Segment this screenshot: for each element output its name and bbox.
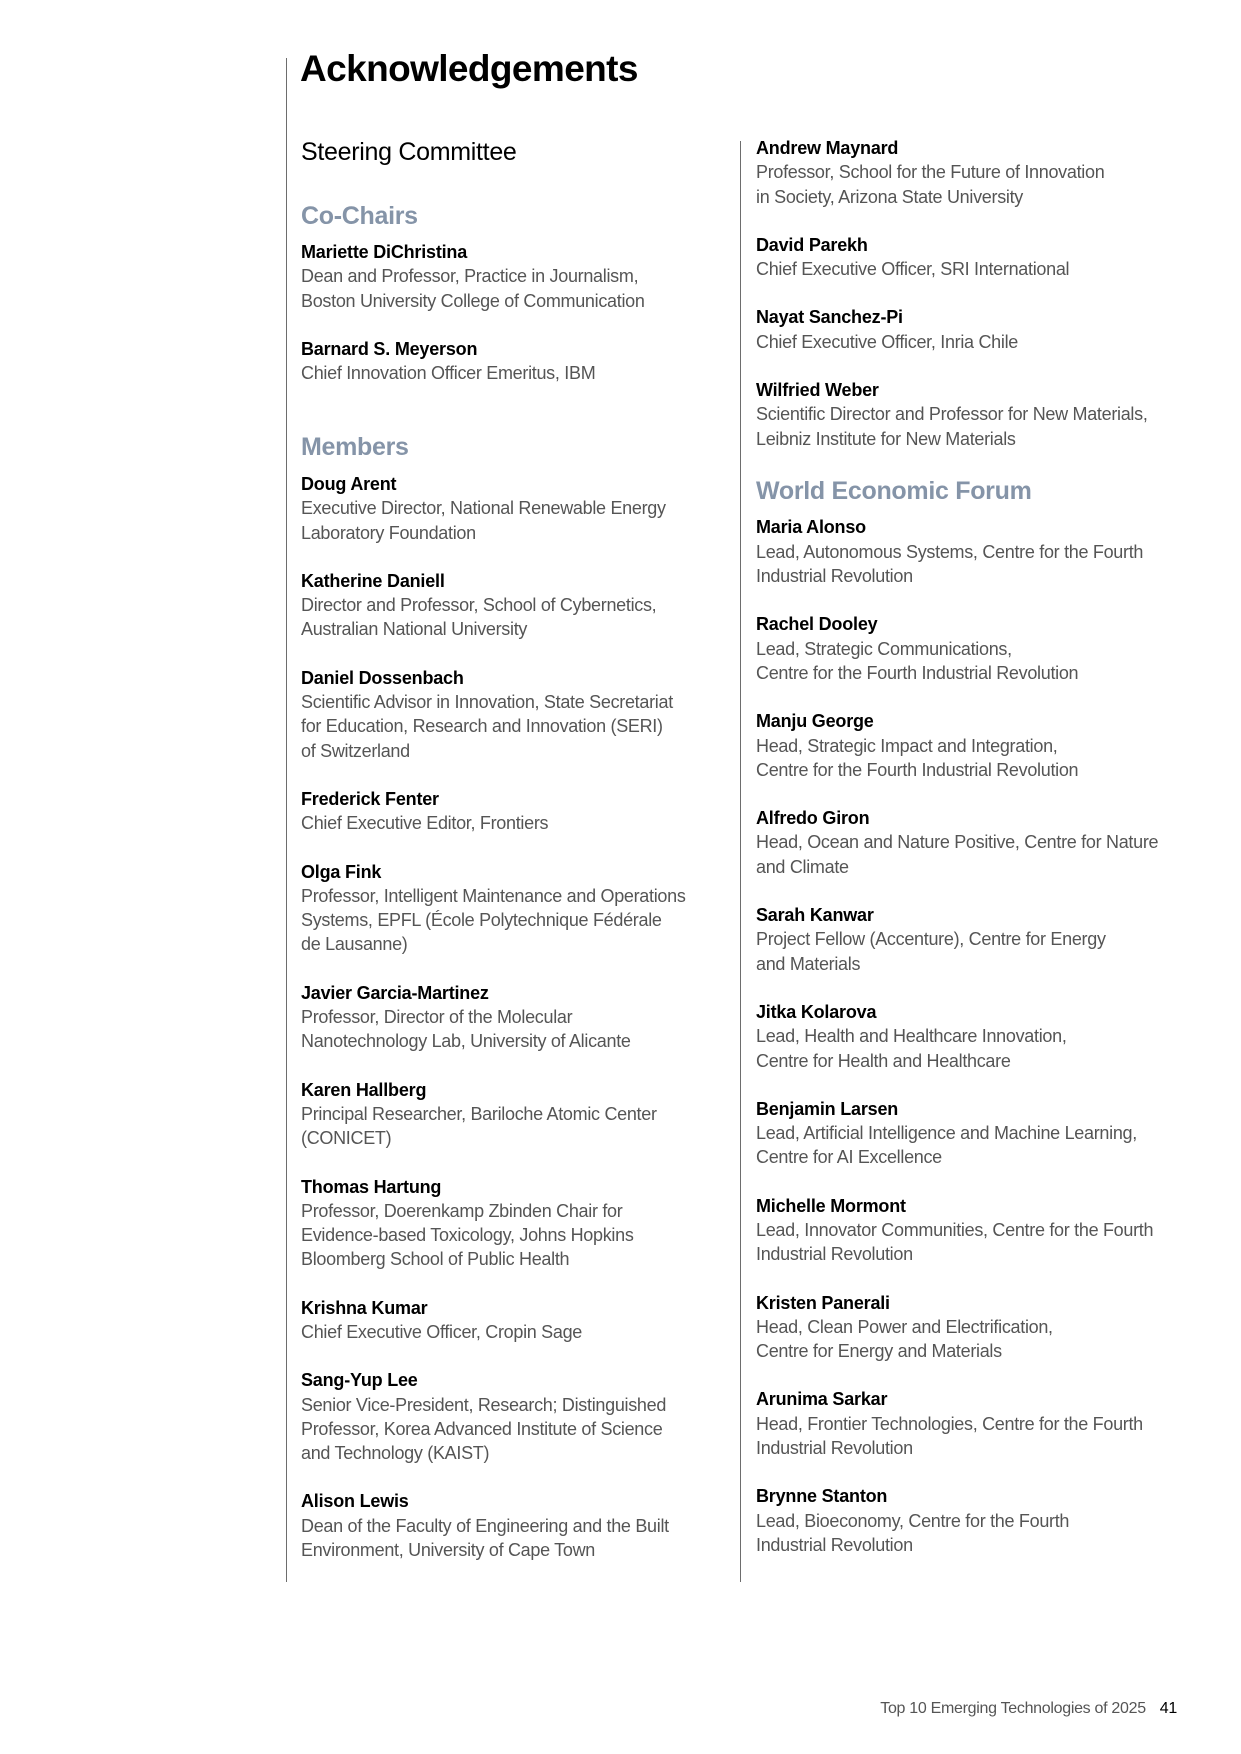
person-role: Professor, School for the Future of Innovation in Society, Arizona State University [756,162,1105,207]
member-entry [301,1368,721,1465]
person-role: Chief Executive Officer, SRI International [756,259,1070,280]
person-name: Alfredo Giron [756,808,870,829]
member-entry [301,981,721,1054]
person-role: Lead, Health and Healthcare Innovation, Centre for Health and Healthcare [756,1026,1067,1071]
person-name: Mariette DiChristina [301,242,468,262]
member-entry [756,378,1196,451]
page-title: Acknowledgements [300,48,638,89]
person-name: Sarah Kanwar [756,905,874,926]
co-chair-entry [301,337,721,386]
member-entry [301,1175,721,1272]
person-role: Scientific Advisor in Innovation, State Secretariat for Education, Research and Innovation (SERI) of Switzerland [301,692,673,761]
person-name: Rachel Dooley [756,614,878,635]
wef-entry [756,903,1196,976]
person-name: Daniel Dossenbach [301,667,464,688]
member-entry [301,787,721,836]
page-number: 41 [1159,1700,1177,1717]
person-role: Lead, Bioeconomy, Centre for the Fourth Industrial Revolution [756,1510,1070,1555]
wef-entry [756,1484,1196,1557]
member-entry [301,472,721,545]
person-role: Head, Clean Power and Electrification, Centre for Energy and Materials [756,1316,1053,1362]
person-role: Head, Strategic Impact and Integration, Centre for the Fourth Industrial Revolution [756,735,1079,780]
right-column [756,136,1196,1581]
person-name: Manju George [756,711,874,732]
person-name: Doug Arent [301,473,397,494]
person-role: Executive Director, National Renewable Energy Laboratory Foundation [301,498,666,543]
person-name: Frederick Fenter [301,788,439,809]
group-title-world-economic-forum: World Economic Forum [756,476,1032,505]
wef-entry [756,612,1196,685]
member-entry [301,860,721,957]
person-role: Chief Executive Officer, Inria Chile [756,331,1018,352]
wef-entry [756,1194,1196,1267]
member-entry [301,569,721,642]
person-role: Professor, Doerenkamp Zbinden Chair for Evidence-based Toxicology, Johns Hopkins Bloomberg School of Public Health [301,1200,634,1270]
person-name: Alison Lewis [301,1491,409,1512]
person-role: Dean of the Faculty of Engineering and the Built Environment, University of Cape Town [301,1515,669,1561]
person-name: Brynne Stanton [756,1486,888,1507]
person-name: Karen Hallberg [301,1079,427,1100]
wef-entry [756,1291,1196,1364]
member-entry [756,233,1196,282]
person-role: Professor, Intelligent Maintenance and Operations Systems, EPFL (École Polytechnique Fédérale de Lausanne) [301,885,686,955]
person-name: David Parekh [756,234,868,255]
left-divider [286,58,287,1582]
person-name: Javier Garcia-Martinez [301,982,489,1003]
page-footer [880,1700,1177,1718]
person-role: Professor, Director of the Molecular Nanotechnology Lab, University of Alicante [301,1007,631,1052]
person-role: Scientific Director and Professor for New Materials, Leibniz Institute for New Materials [756,404,1148,449]
co-chair-entry [301,240,721,313]
person-name: Benjamin Larsen [756,1098,899,1119]
wef-entry [756,1387,1196,1460]
member-entry [756,136,1196,209]
person-name: Katherine Daniell [301,570,445,591]
person-role: Lead, Artificial Intelligence and Machine Learning, Centre for AI Excellence [756,1123,1137,1168]
group-title-members: Members [301,433,409,462]
person-role: Principal Researcher, Bariloche Atomic Center (CONICET) [301,1103,657,1149]
report-title: Top 10 Emerging Technologies of 2025 [880,1700,1146,1717]
person-role: Chief Innovation Officer Emeritus, IBM [301,363,596,384]
person-role: Project Fellow (Accenture), Centre for Energy and Materials [756,929,1106,974]
person-role: Director and Professor, School of Cybernetics, Australian National University [301,595,657,640]
person-role: Lead, Strategic Communications, Centre for the Fourth Industrial Revolution [756,638,1079,683]
person-name: Barnard S. Meyerson [301,338,478,359]
wef-entry [756,1097,1196,1170]
right-divider [740,141,741,1582]
member-entry [301,1296,721,1345]
left-column [301,136,721,1586]
person-name: Olga Fink [301,861,382,882]
wef-entry [756,709,1196,782]
member-entry [301,666,721,763]
person-name: Jitka Kolarova [756,1001,877,1022]
person-name: Andrew Maynard [756,138,899,158]
person-role: Head, Frontier Technologies, Centre for the Fourth Industrial Revolution [756,1413,1143,1459]
person-name: Kristen Panerali [756,1292,890,1313]
person-role: Dean and Professor, Practice in Journalism, Boston University College of Communication [301,266,645,311]
group-title-co-chairs: Co-Chairs [301,201,418,230]
person-name: Michelle Mormont [756,1195,906,1216]
section-title-steering-committee: Steering Committee [301,138,517,166]
person-role: Lead, Innovator Communities, Centre for the Fourth Industrial Revolution [756,1220,1154,1265]
member-entry [756,305,1196,354]
person-name: Arunima Sarkar [756,1389,888,1410]
wef-entry [756,806,1196,879]
person-role: Chief Executive Officer, Cropin Sage [301,1322,583,1342]
person-name: Krishna Kumar [301,1297,428,1318]
member-entry [301,1078,721,1151]
member-entry [301,1489,721,1562]
person-name: Nayat Sanchez-Pi [756,307,903,328]
wef-entry [756,515,1196,588]
person-role: Senior Vice-President, Research; Distinguished Professor, Korea Advanced Institute of Science and Technology (KAIST) [301,1394,667,1464]
person-name: Thomas Hartung [301,1176,442,1197]
person-name: Sang-Yup Lee [301,1370,418,1391]
person-role: Head, Ocean and Nature Positive, Centre for Nature and Climate [756,832,1159,877]
person-role: Lead, Autonomous Systems, Centre for the Fourth Industrial Revolution [756,541,1144,587]
person-role: Chief Executive Editor, Frontiers [301,813,549,834]
wef-entry [756,1000,1196,1073]
person-name: Maria Alonso [756,517,866,538]
person-name: Wilfried Weber [756,380,879,401]
